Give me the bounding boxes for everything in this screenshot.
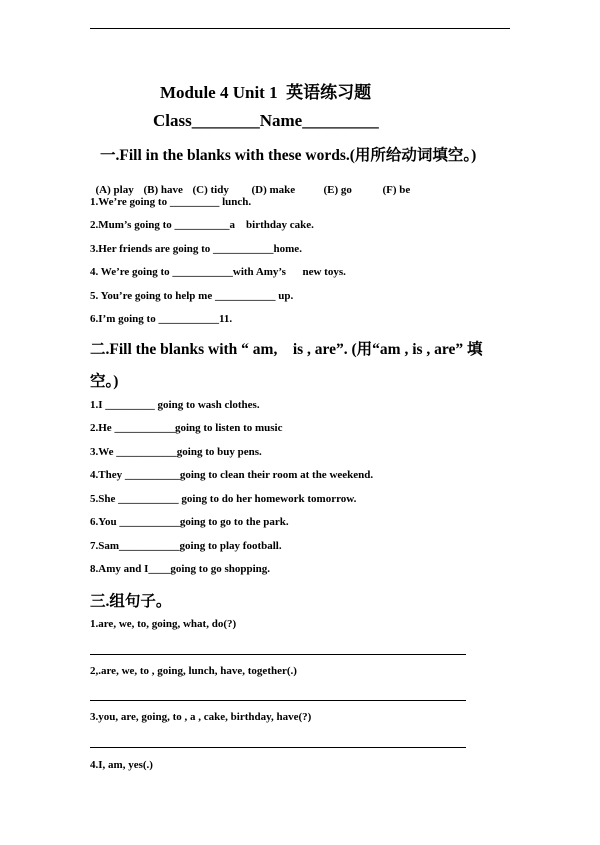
s1-item-2: 2.Mum’s going to __________a birthday cake. — [90, 219, 314, 231]
s2-item-7: 7.Sam___________going to play football. — [90, 540, 282, 552]
s3-answer-line-1 — [90, 654, 466, 655]
class-name-line: Class________Name_________ — [153, 111, 379, 130]
option-c: (C) tidy — [192, 184, 229, 196]
option-b: (B) have — [143, 184, 183, 196]
s3-item-4: 4.I, am, yes(.) — [90, 759, 153, 771]
s3-item-1: 1.are, we, to, going, what, do(?) — [90, 618, 237, 630]
option-f: (F) be — [382, 184, 411, 196]
s1-item-5: 5. You’re going to help me ___________ up. — [90, 290, 294, 302]
page-title: Module 4 Unit 1 英语练习题 — [160, 83, 372, 102]
s1-item-1: 1.We’re going to _________ lunch. — [90, 196, 252, 208]
s3-item-3: 3.you, are, going, to , a , cake, birthday, have(?) — [90, 711, 312, 723]
s3-answer-line-3 — [90, 747, 466, 748]
s2-item-2: 2.He ___________going to listen to music — [90, 422, 283, 434]
option-e: (E) go — [323, 184, 352, 196]
s2-item-8: 8.Amy and I____going to go shopping. — [90, 563, 271, 575]
s1-item-4: 4. We’re going to ___________with Amy’s new toys. — [90, 266, 346, 278]
s2-item-1: 1.I _________ going to wash clothes. — [90, 399, 260, 411]
s2-item-5: 5.She ___________ going to do her homework tomorrow. — [90, 493, 357, 505]
s2-item-6: 6.You ___________going to go to the park. — [90, 516, 289, 528]
word-options — [90, 172, 410, 196]
option-a: (A) play — [95, 184, 134, 196]
s2-item-4: 4.They __________going to clean their room at the weekend. — [90, 469, 374, 481]
s1-item-3: 3.Her friends are going to ___________home. — [90, 243, 302, 255]
s3-item-2: 2,.are, we, to , going, lunch, have, together(.) — [90, 665, 297, 677]
s3-answer-line-2 — [90, 700, 466, 701]
s1-item-6: 6.I’m going to ___________11. — [90, 313, 233, 325]
section2-heading-line1: 二.Fill the blanks with “ am, is , are”. (用“am , is , are” 填 — [90, 341, 483, 358]
section2-heading-line2: 空。) — [90, 373, 119, 390]
top-rule — [90, 28, 510, 29]
s2-item-3: 3.We ___________going to buy pens. — [90, 446, 262, 458]
section3-heading: 三.组句子。 — [90, 593, 172, 610]
section1-heading: 一.Fill in the blanks with these words.(用所给动词填空。) — [100, 147, 477, 164]
option-d: (D) make — [251, 184, 296, 196]
